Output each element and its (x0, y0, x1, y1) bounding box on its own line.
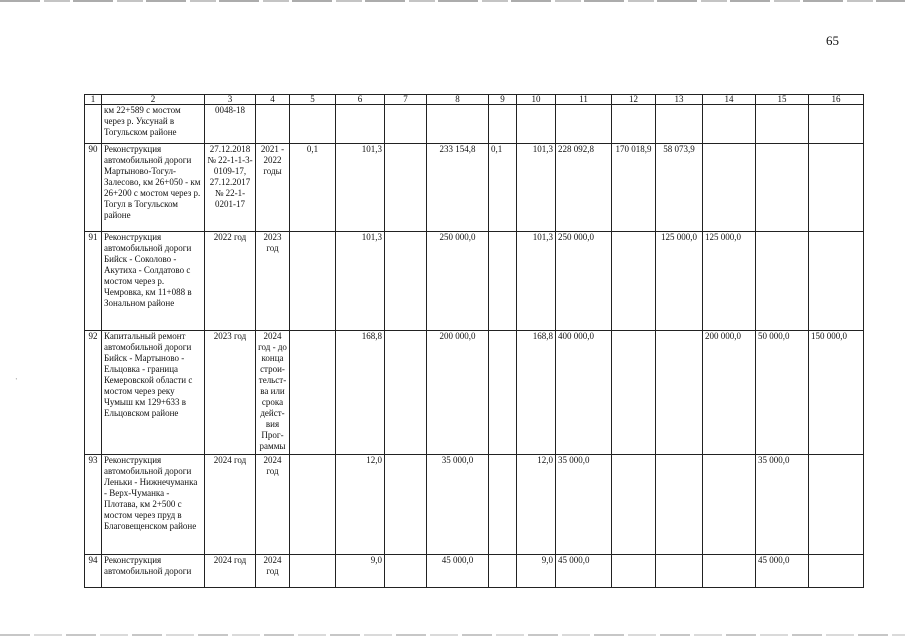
table-cell-col-4 (256, 105, 290, 144)
column-number: 12 (612, 95, 656, 105)
table-cell-col-4: 2024 год (256, 555, 290, 588)
table-cell-col-3: 0048-18 (205, 105, 256, 144)
table-cell-col-16 (809, 232, 864, 331)
column-number: 2 (102, 95, 205, 105)
table-cell-col-1: 91 (85, 232, 102, 331)
table-row (85, 555, 864, 588)
table-row (85, 232, 864, 331)
table-cell-col-11 (556, 105, 612, 144)
table-cell-col-8: 233 154,8 (427, 144, 489, 232)
column-number: 7 (385, 95, 427, 105)
table-cell-col-14: 125 000,0 (703, 232, 756, 331)
table-cell-col-4: 2024 год (256, 455, 290, 555)
table-cell-col-12 (612, 555, 656, 588)
table-cell-col-16 (809, 105, 864, 144)
table-cell-col-15 (756, 232, 809, 331)
column-number: 1 (85, 95, 102, 105)
bottom-scan-edge (0, 634, 905, 636)
column-number: 16 (809, 95, 864, 105)
table-cell-col-9 (489, 232, 517, 331)
table-cell-col-5 (290, 455, 336, 555)
table-cell-col-15 (756, 144, 809, 232)
table-cell-col-5: 0,1 (290, 144, 336, 232)
table-cell-col-8 (427, 105, 489, 144)
table-cell-col-10: 12,0 (517, 455, 556, 555)
table-cell-col-7 (385, 105, 427, 144)
table-cell-col-7 (385, 455, 427, 555)
table-cell-col-12 (612, 455, 656, 555)
table-cell-col-7 (385, 555, 427, 588)
table-cell-col-9 (489, 105, 517, 144)
column-number: 8 (427, 95, 489, 105)
table-cell-col-5 (290, 105, 336, 144)
stray-mark: ˙ (13, 375, 22, 387)
table-cell-col-11: 45 000,0 (556, 555, 612, 588)
table-cell-col-4: 2023 год (256, 232, 290, 331)
table-cell-col-3: 2024 год (205, 555, 256, 588)
table-cell-col-5 (290, 232, 336, 331)
table-cell-col-13: 125 000,0 (656, 232, 703, 331)
column-number: 13 (656, 95, 703, 105)
table-cell-col-6: 168,8 (336, 331, 385, 455)
column-number: 9 (489, 95, 517, 105)
table-cell-col-15: 35 000,0 (756, 455, 809, 555)
table-cell-col-12 (612, 331, 656, 455)
table-cell-col-6: 9,0 (336, 555, 385, 588)
table-cell-col-1: 94 (85, 555, 102, 588)
table-cell-col-5 (290, 555, 336, 588)
table-cell-col-6: 12,0 (336, 455, 385, 555)
table-cell-col-14 (703, 105, 756, 144)
table-row (85, 105, 864, 144)
table-cell-col-16 (809, 144, 864, 232)
table-cell-col-8: 45 000,0 (427, 555, 489, 588)
table-cell-col-13 (656, 105, 703, 144)
table-cell-col-3: 2022 год (205, 232, 256, 331)
table-row (85, 331, 864, 455)
table-cell-col-8: 35 000,0 (427, 455, 489, 555)
table-cell-col-13 (656, 555, 703, 588)
table-cell-col-9: 0,1 (489, 144, 517, 232)
table-cell-col-12 (612, 105, 656, 144)
table-cell-col-6: 101,3 (336, 232, 385, 331)
table-cell-col-8: 250 000,0 (427, 232, 489, 331)
table-cell-col-2: Реконструкция автомобильной дороги Леньки - Нижнечуманка - Верх-Чуманка - Плотава, км 2+500 с мостом через пруд в Благовещенском районе (102, 455, 205, 555)
table-cell-col-1: 93 (85, 455, 102, 555)
program-table (84, 94, 864, 588)
table-cell-col-15 (756, 105, 809, 144)
column-number: 6 (336, 95, 385, 105)
column-number: 4 (256, 95, 290, 105)
table-cell-col-11: 400 000,0 (556, 331, 612, 455)
table-cell-col-3: 2024 год (205, 455, 256, 555)
table-cell-col-4: 2021 - 2022 годы (256, 144, 290, 232)
table-cell-col-10: 101,3 (517, 144, 556, 232)
column-number: 11 (556, 95, 612, 105)
table-cell-col-13: 58 073,9 (656, 144, 703, 232)
table-cell-col-1: 90 (85, 144, 102, 232)
table-cell-col-7 (385, 331, 427, 455)
table-cell-col-6 (336, 105, 385, 144)
table-cell-col-7 (385, 232, 427, 331)
column-number-row (85, 95, 864, 105)
table-cell-col-15: 45 000,0 (756, 555, 809, 588)
table-cell-col-1: 92 (85, 331, 102, 455)
table-cell-col-2: км 22+589 с мостом через р. Уксунай в Тогульском районе (102, 105, 205, 144)
table-cell-col-12: 170 018,9 (612, 144, 656, 232)
table-cell-col-16 (809, 555, 864, 588)
column-number: 15 (756, 95, 809, 105)
table-cell-col-14 (703, 455, 756, 555)
table-row (85, 455, 864, 555)
table-cell-col-2: Реконструкция автомобильной дороги Мартыново-Тогул-Залесово, км 26+050 - км 26+200 с мостом через р. Тогул в Тогульском районе (102, 144, 205, 232)
table-cell-col-1 (85, 105, 102, 144)
table-cell-col-14: 200 000,0 (703, 331, 756, 455)
table-row (85, 144, 864, 232)
table-cell-col-9 (489, 455, 517, 555)
table-cell-col-11: 228 092,8 (556, 144, 612, 232)
table-cell-col-10: 101,3 (517, 232, 556, 331)
table-cell-col-2: Реконструкция автомобильной дороги Бийск - Соколово - Акутиха - Солдатово с мостом через р. Чемровка, км 11+088 в Зональном районе (102, 232, 205, 331)
table-cell-col-16 (809, 455, 864, 555)
table-cell-col-2: Реконструкция автомобильной дороги (102, 555, 205, 588)
table-cell-col-3: 2023 год (205, 331, 256, 455)
table-cell-col-14 (703, 144, 756, 232)
table-cell-col-9 (489, 555, 517, 588)
table-cell-col-9 (489, 331, 517, 455)
table-cell-col-10: 9,0 (517, 555, 556, 588)
table-cell-col-13 (656, 455, 703, 555)
table-cell-col-12 (612, 232, 656, 331)
table-cell-col-2: Капитальный ремонт автомобильной дороги Бийск - Мартыново - Ельцовка - граница Кемеровской области с мостом через реку Чумыш км 129+633 в Ельцовском районе (102, 331, 205, 455)
table-cell-col-8: 200 000,0 (427, 331, 489, 455)
table-cell-col-10 (517, 105, 556, 144)
table-cell-col-16: 150 000,0 (809, 331, 864, 455)
table-cell-col-11: 35 000,0 (556, 455, 612, 555)
column-number: 5 (290, 95, 336, 105)
table-cell-col-3: 27.12.2018 № 22-1-1-3-0109-17, 27.12.2017 № 22-1-0201-17 (205, 144, 256, 232)
column-number: 10 (517, 95, 556, 105)
top-scan-edge (0, 0, 905, 2)
table-cell-col-4: 2024 год - до конца строи-тельст-ва или срока дейст-вия Прог-раммы (256, 331, 290, 455)
table-cell-col-13 (656, 331, 703, 455)
table-cell-col-11: 250 000,0 (556, 232, 612, 331)
table-cell-col-10: 168,8 (517, 331, 556, 455)
table-cell-col-14 (703, 555, 756, 588)
table-cell-col-7 (385, 144, 427, 232)
table-cell-col-15: 50 000,0 (756, 331, 809, 455)
table-cell-col-5 (290, 331, 336, 455)
table-cell-col-6: 101,3 (336, 144, 385, 232)
column-number: 3 (205, 95, 256, 105)
page-number: 65 (826, 33, 839, 48)
column-number: 14 (703, 95, 756, 105)
